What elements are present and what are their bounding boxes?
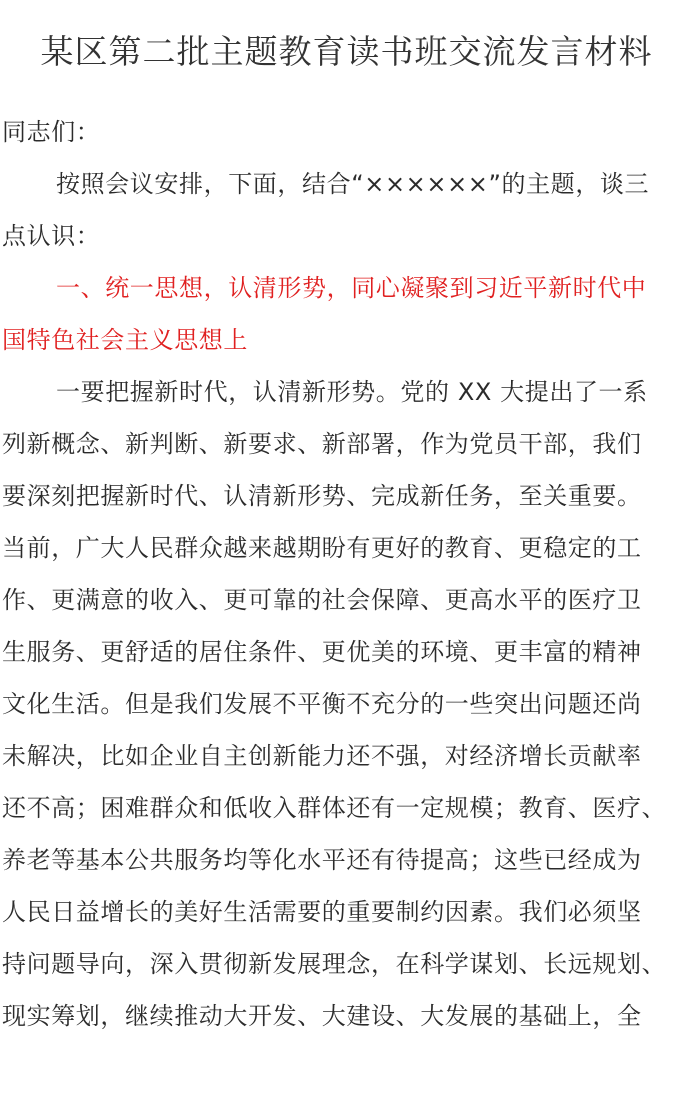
paragraph-line: 生服务、更舒适的居住条件、更优美的环境、更丰富的精神 xyxy=(2,638,642,666)
paragraph-line: 现实筹划，继续推动大开发、大建设、大发展的基础上，全 xyxy=(2,1002,642,1030)
paragraph-line: 持问题导向，深入贯彻新发展理念，在科学谋划、长远规划、 xyxy=(2,950,667,978)
paragraph-line: 文化生活。但是我们发展不平衡不充分的一些突出问题还尚 xyxy=(2,690,642,718)
paragraph-line: 一要把握新时代，认清新形势。党的 XX 大提出了一系 xyxy=(56,378,648,406)
paragraph-line: 作、更满意的收入、更可靠的社会保障、更高水平的医疗卫 xyxy=(2,586,642,614)
paragraph-line: 按照会议安排，下面，结合“××××××”的主题，谈三 xyxy=(56,170,650,198)
section-heading-line: 国特色社会主义思想上 xyxy=(2,326,248,354)
section-heading-line: 一、统一思想，认清形势，同心凝聚到习近平新时代中 xyxy=(56,274,647,302)
document-title: 某区第二批主题教育读书班交流发言材料 xyxy=(40,32,653,71)
paragraph-line: 要深刻把握新时代、认清新形势、完成新任务，至关重要。 xyxy=(2,482,642,510)
paragraph-line: 当前，广大人民群众越来越期盼有更好的教育、更稳定的工 xyxy=(2,534,642,562)
paragraph-line: 点认识： xyxy=(2,222,101,250)
paragraph-line: 未解决，比如企业自主创新能力还不强，对经济增长贡献率 xyxy=(2,742,642,770)
paragraph-line: 养老等基本公共服务均等化水平还有待提高；这些已经成为 xyxy=(2,846,642,874)
paragraph-line: 人民日益增长的美好生活需要的重要制约因素。我们必须坚 xyxy=(2,898,642,926)
paragraph-line: 还不高；困难群众和低收入群体还有一定规模；教育、医疗、 xyxy=(2,794,667,822)
salutation-line: 同志们： xyxy=(2,118,101,146)
document-body xyxy=(2,106,682,1042)
paragraph-line: 列新概念、新判断、新要求、新部署，作为党员干部，我们 xyxy=(2,430,642,458)
